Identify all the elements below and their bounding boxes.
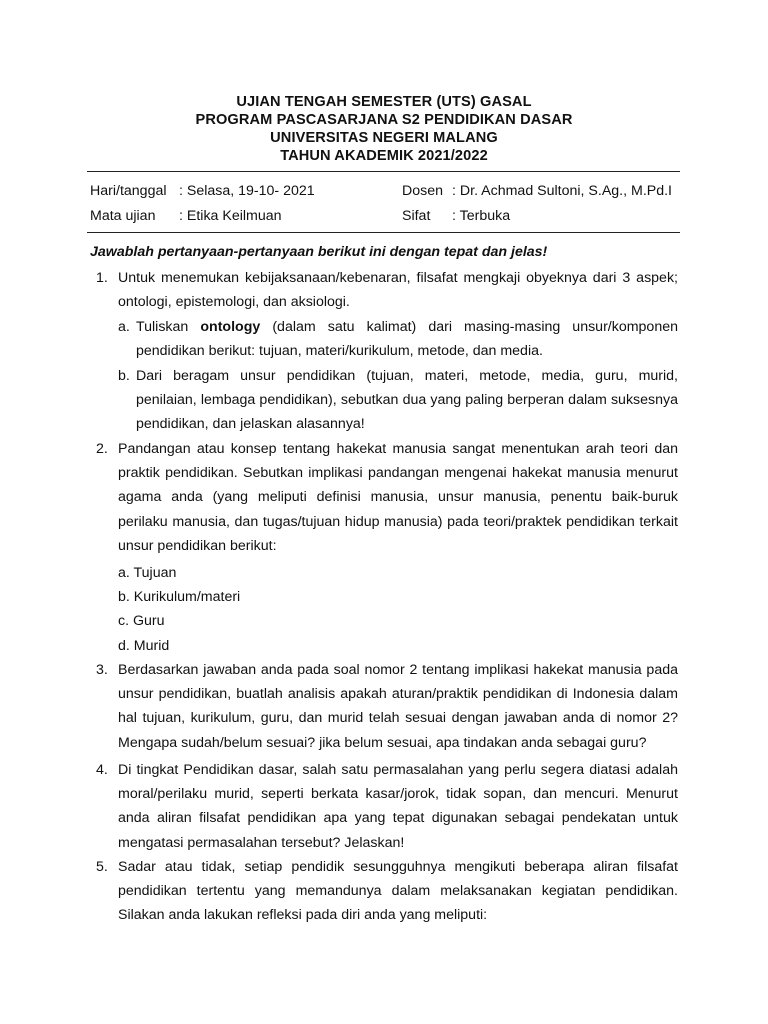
header-title: UJIAN TENGAH SEMESTER (UTS) GASAL (236, 94, 532, 110)
q3-number: 3. (96, 662, 108, 678)
q5-number: 5. (96, 859, 108, 875)
q5-text: Sadar atau tidak, setiap pendidik sesungguhnya mengikuti beberapa aliran filsafat pendidikan tertentu yang memandunya dalam melaksanakan kegiatan pendidikan. Silakan anda lakukan refleksi pada diri anda yang meliputi: (118, 859, 678, 924)
day-value: : Selasa, 19-10- 2021 (179, 183, 315, 199)
lecturer-label: Dosen (402, 183, 444, 199)
q1b-text: Dari beragam unsur pendidikan (tujuan, materi, metode, media, guru, murid, penilaian, lembaga pendidikan), sebutkan dua yang paling berperan dalam suksesnya pendidikan, dan jelaskan alasannya! (136, 368, 678, 433)
q1-text: Untuk menemukan kebijaksanaan/kebenaran, filsafat mengkaji obyeknya dari 3 aspek; ontologi, epistemologi, dan aksiologi. (118, 270, 678, 311)
q2-text: Pandangan atau konsep tentang hakekat manusia sangat menentukan arah teori dan praktik pendidikan. Sebutkan implikasi pandangan mengenai hakekat manusia menurut agama anda (yang meliputi definisi manusia, unsur manusia, penentu baik-buruk perilaku manusia, dan tugas/tujuan hidup manusia) pada teori/praktek pendidikan terkait unsur pendidikan berikut: (118, 441, 678, 554)
header-program: PROGRAM PASCASARJANA S2 PENDIDIKAN DASAR (195, 112, 573, 128)
q4-text: Di tingkat Pendidikan dasar, salah satu permasalahan yang perlu segera diatasi adalah moral/perilaku murid, seperti berkata kasar/jorok, tidak sopan, dan mencuri. Menurut anda aliran filsafat pendidikan apa yang tepat digunakan sebagai pendekatan untuk mengatasi permasalahan tersebut? Jelaskan! (118, 762, 678, 851)
header-university: UNIVERSITAS NEGERI MALANG (270, 130, 498, 146)
q2-option-a: a. Tujuan (118, 565, 177, 581)
q2-option-c: c. Guru (118, 613, 165, 629)
q1b-label: b. (118, 368, 130, 384)
q1a-post: (dalam satu kalimat) dari masing-masing unsur/komponen pendidikan berikut: tujuan, materi/kurikulum, metode, dan media. (136, 319, 678, 360)
q2-option-d: d. Murid (118, 638, 170, 654)
header-academic-year: TAHUN AKADEMIK 2021/2022 (280, 148, 488, 164)
subject-value: : Etika Keilmuan (179, 208, 282, 224)
header-divider (87, 171, 680, 172)
q2-option-b: b. Kurikulum/materi (118, 589, 241, 605)
info-divider (87, 232, 680, 233)
day-label: Hari/tanggal (90, 183, 167, 199)
exam-header (0, 93, 768, 165)
q1-number: 1. (96, 270, 108, 286)
q1a-pre: Tuliskan (136, 319, 201, 335)
q4-number: 4. (96, 762, 108, 778)
q3-text: Berdasarkan jawaban anda pada soal nomor 2 tentang implikasi hakekat manusia pada unsur pendidikan, buatlah analisis apakah aturan/praktik pendidikan di Indonesia dalam hal tujuan, kurikulum, guru, dan murid telah sesuai dengan jawaban anda di nomor 2? Mengapa sudah/belum sesuai? jika belum sesuai, apa tindakan anda sebagai guru? (118, 662, 678, 751)
q2-number: 2. (96, 441, 108, 457)
lecturer-value: : Dr. Achmad Sultoni, S.Ag., M.Pd.I (452, 183, 673, 199)
nature-value: : Terbuka (452, 208, 511, 224)
q1a-text (136, 315, 678, 363)
q1a-keyword: ontology (200, 319, 261, 335)
subject-label: Mata ujian (90, 208, 156, 224)
nature-label: Sifat (402, 208, 431, 224)
q1a-label: a. (118, 319, 130, 335)
instruction: Jawablah pertanyaan-pertanyaan berikut ini dengan tepat dan jelas! (90, 244, 548, 260)
